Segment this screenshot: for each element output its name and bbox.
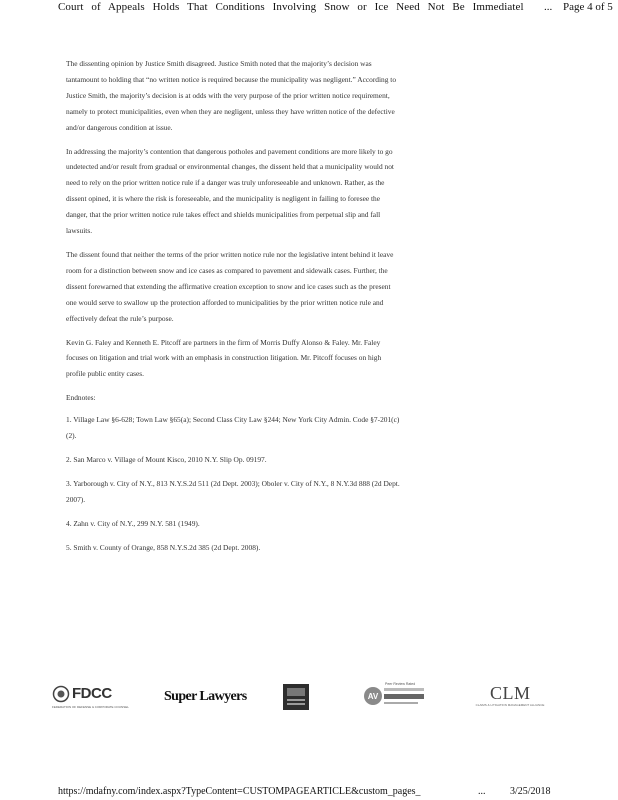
clm-subtitle: CLAIMS & LITIGATION MANAGEMENT ALLIANCE [475,703,545,707]
print-header [58,0,613,14]
endnote-item: 2. San Marco v. Village of Mount Kisco, 2010 N.Y. Slip Op. 09197. [66,454,267,464]
super-lawyers-wordmark: Super Lawyers [164,689,247,704]
endnote-item: 4. Zahn v. City of N.Y., 299 N.Y. 581 (1949). [66,518,200,528]
print-footer [58,786,578,798]
fdcc-subtitle: FEDERATION OF DEFENSE & CORPORATE COUNSEL [52,705,129,709]
footer-ellipsis: ... [478,786,486,797]
av-rating-label: Peer Review Rated [385,682,416,686]
av-peer-review-logo[interactable] [363,683,425,713]
clm-wordmark: CLM [490,683,531,703]
header-title: Court of Appeals Holds That Conditions Involving Snow or Ice Need Not Be Immediatel [58,1,524,13]
endnote-item: 1. Village Law §6-628; Town Law §65(a); Second Class City Law §244; New York City Admin. Code §7-201(c)(2). [66,415,400,441]
paragraph-authors: Kevin G. Faley and Kenneth E. Pitcoff are partners in the firm of Morris Duffy Alonso & Faley. Mr. Faley focuses on litigation and trial work with an emphasis in construction litigation. Mr. Pitcoff focuses on high profile public entity cases. [66,337,382,379]
header-ellipsis: ... [544,1,553,13]
ny-association-logo[interactable] [282,683,312,713]
endnotes-heading: Endnotes: [66,393,96,403]
super-lawyers-logo[interactable] [164,683,247,713]
endnote-item: 3. Yarborough v. City of N.Y., 813 N.Y.S.2d 511 (2d Dept. 2003); Oboler v. City of N.Y., 8 N.Y.3d 888 (2d Dept. 2007). [66,478,400,504]
paragraph-dissent-findings: The dissent found that neither the terms of the prior written notice rule nor the legislative intent behind it leave room for a distinction between snow and ice cases as compared to pavement and sidewalk cases. Further, the dissent forewarned that extending the affirmative creation exception to snow and ice cases such as the present one would serve to swallow up the protection afforded to municipalities by the prior written notice rule and effectively defeat the rule’s purpose. [66,249,394,323]
av-rating-badge-icon [363,683,425,713]
article-body [66,56,401,563]
fdcc-wordmark: FDCC [72,685,112,702]
paragraph-dissent: The dissenting opinion by Justice Smith disagreed. Justice Smith noted that the majority’s decision was tantamount to holding that “no written notice is required because the municipality was negligent.” According to Justice Smith, the majority’s decision is at odds with the very purpose of the prior written notice requirement, namely to protect municipalities, even when they are negligent, unless they have written notice of the defective and/or dangerous condition at issue. [66,59,397,132]
endnote-item: 5. Smith v. County of Orange, 858 N.Y.S.2d 385 (2d Dept. 2008). [66,542,261,552]
print-date: 3/25/2018 [510,786,551,797]
footer-url[interactable]: https://mdafny.com/index.aspx?TypeContent=CUSTOMPAGEARTICLE&custom_pages_ [58,786,421,797]
fdcc-logo[interactable] [52,683,129,713]
clm-logo[interactable] [474,683,546,713]
paragraph-majority-contention: In addressing the majority’s contention that dangerous potholes and pavement conditions are more likely to go undetected and/or result from gradual or environmental changes, the dissent held that a municipality would not need to rely on the prior written notice rule if a danger was truly unforeseeable and unknown. Rather, as the dissent opined, it is where the risk is foreseeable, and the municipality is negligent in failing to foresee the danger, that the prior written notice rule takes effect and shields municipalities from perpetual slip and fall lawsuits. [66,146,394,236]
page-number: Page 4 of 5 [563,1,613,13]
ny-association-badge-icon [282,683,312,711]
svg-text:AV: AV [367,692,379,701]
affiliation-logos [50,683,560,713]
